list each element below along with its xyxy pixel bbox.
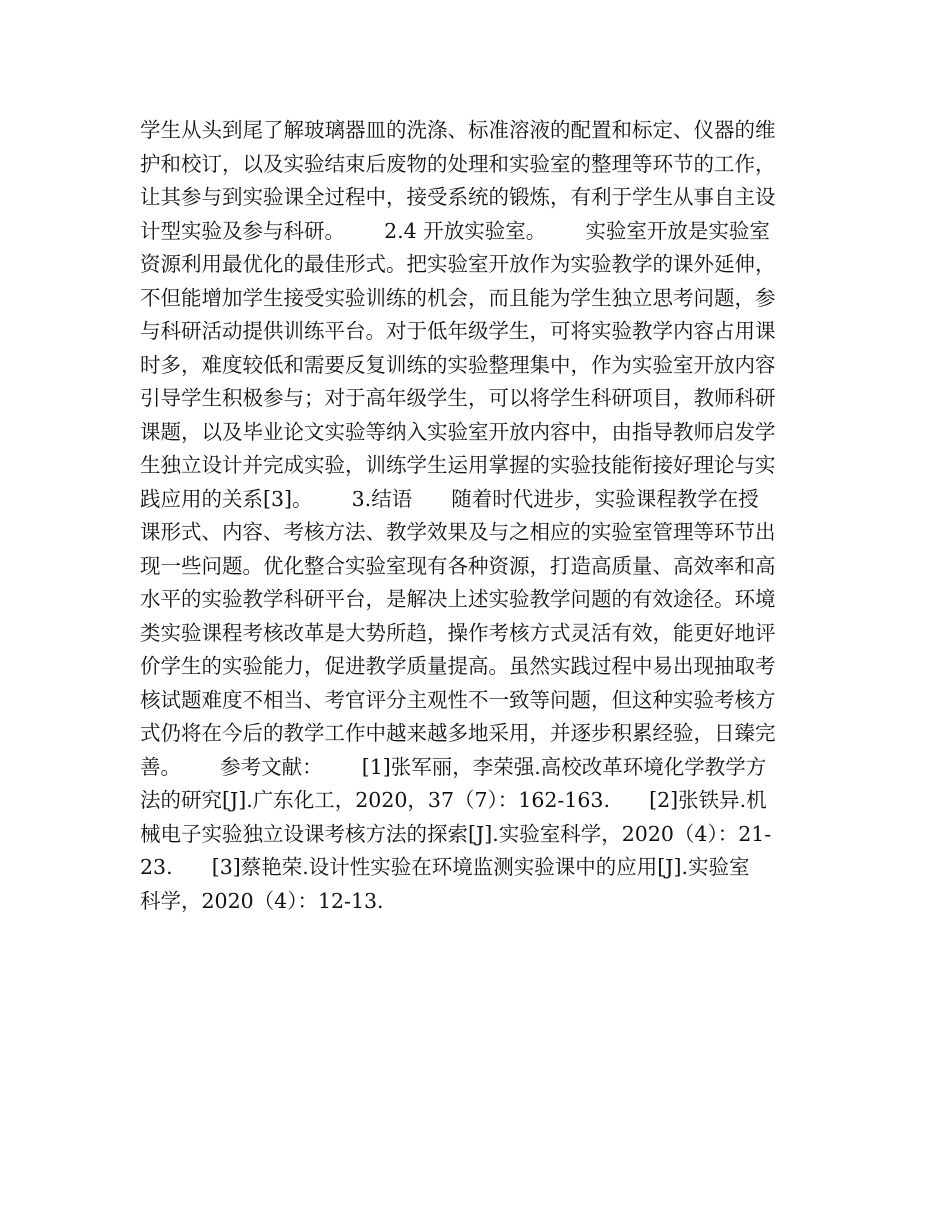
- text-line: 课形式、内容、考核方法、教学效果及与之相应的实验室管理等环节出: [140, 520, 776, 544]
- text-line: 核试题难度不相当、考官评分主观性不一致等问题，但这种实验考核方: [140, 687, 776, 712]
- text-line: 护和校订，以及实验结束后废物的处理和实验室的整理等环节的工作，: [140, 151, 776, 176]
- text-line: 善。 参考文献： [1]张军丽，李荣强.高校改革环境化学教学方: [140, 754, 767, 779]
- text-line: 课题，以及毕业论文实验等纳入实验室开放内容中，由指导教师启发学: [140, 419, 776, 444]
- text-line: 类实验课程考核改革是大势所趋，操作考核方式灵活有效，能更好地评: [140, 620, 776, 645]
- text-line: 水平的实验教学科研平台，是解决上述实验教学问题的有效途径。环境: [140, 587, 776, 611]
- text-line: 价学生的实验能力，促进教学质量提高。虽然实践过程中易出现抽取考: [140, 654, 776, 678]
- text-line: 科学，2020（4）：12-13.: [140, 888, 384, 913]
- text-line: 23. [3]蔡艳荣.设计性实验在环境监测实验课中的应用[J].实验室: [140, 855, 750, 879]
- text-line: 让其参与到实验课全过程中，接受系统的锻炼，有利于学生从事自主设: [140, 185, 776, 209]
- text-line: 资源利用最优化的最佳形式。把实验室开放作为实验教学的课外延伸，: [140, 252, 776, 276]
- text-line: 计型实验及参与科研。 2.4 开放实验室。 实验室开放是实验室: [140, 218, 770, 243]
- text-line: 式仍将在今后的教学工作中越来越多地采用，并逐步积累经验，日臻完: [140, 721, 776, 745]
- text-line: 现一些问题。优化整合实验室现有各种资源，打造高质量、高效率和高: [140, 553, 776, 578]
- text-line: 时多，难度较低和需要反复训练的实验整理集中，作为实验室开放内容: [140, 352, 776, 377]
- text-line: 与科研活动提供训练平台。对于低年级学生，可将实验教学内容占用课: [140, 319, 776, 343]
- text-line: 械电子实验独立设课考核方法的探索[J].实验室科学，2020（4）：21-: [140, 821, 772, 846]
- text-line: 生独立设计并完成实验，训练学生运用掌握的实验技能衔接好理论与实: [140, 453, 776, 477]
- text-line: 践应用的关系[3]。 3.结语 随着时代进步，实验课程教学在授: [140, 486, 759, 511]
- text-line: 不但能增加学生接受实验训练的机会，而且能为学生独立思考问题，参: [140, 285, 776, 310]
- text-line: 学生从头到尾了解玻璃器皿的洗涤、标准溶液的配置和标定、仪器的维: [140, 118, 776, 142]
- text-line: 引导学生积极参与；对于高年级学生，可以将学生科研项目，教师科研: [140, 386, 776, 410]
- body-text: [140, 114, 820, 918]
- text-line: 法的研究[J].广东化工，2020，37（7）：162-163. [2]张铁异.机: [140, 788, 767, 812]
